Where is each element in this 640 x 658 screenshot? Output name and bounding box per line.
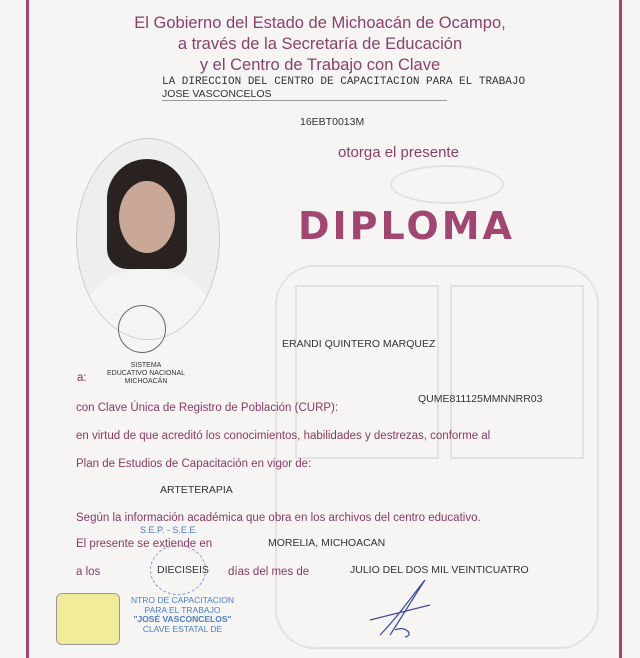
plan-text: Plan de Estudios de Capacitación en vigor de: [76, 458, 312, 470]
hologram-seal-icon [56, 593, 120, 645]
seal-text: SISTEMA [130, 362, 162, 369]
header-line: y el Centro de Trabajo con Clave [199, 56, 441, 74]
extiende-text: El presente se extiende en [76, 538, 213, 550]
curp-value: QUME811125MMNNRR03 [418, 393, 543, 405]
header-line: a través de la Secretaría de Educación [177, 35, 463, 53]
header-line: El Gobierno del Estado de Michoacán de Ocampo, [134, 14, 506, 32]
virtud-text: en virtud de que acreditó los conocimientos, habilidades y destrezas, conforme al [76, 430, 491, 442]
seal-text: EDUCATIVO NACIONAL [106, 370, 186, 377]
day: DIECISEIS [157, 564, 209, 576]
segun-text: Según la información académica que obra en los archivos del centro educativo. [76, 512, 481, 524]
place: MORELIA, MICHOACAN [268, 537, 386, 549]
a-los-text: a los [76, 566, 101, 578]
center-name-2: JOSE VASCONCELOS [162, 88, 447, 101]
otorga: otorga el presente [338, 144, 459, 161]
dias-text: días del mes de [228, 566, 310, 578]
month-year: JULIO DEL DOS MIL VEINTICUATRO [350, 564, 529, 576]
stamp-text: CLAVE ESTATAL DE [142, 623, 223, 634]
clave: 16EBT0013M [300, 116, 365, 128]
center-name: LA DIRECCION DEL CENTRO DE CAPACITACION PARA EL TRABAJO [162, 76, 526, 88]
seal-icon [118, 305, 166, 353]
stamp-text: NTRO DE CAPACITACION [130, 595, 235, 605]
a-label: a: [77, 372, 87, 384]
course-name: ARTETERAPIA [160, 484, 233, 496]
stamp-text: "JOSÉ VASCONCELOS" [133, 614, 232, 624]
stamp-text: PARA EL TRABAJO [144, 604, 221, 615]
stamp-text: S.E.P. - S.E.E. [140, 525, 198, 535]
signature-icon [360, 575, 440, 640]
curp-label: con Clave Única de Registro de Población (CURP): [76, 402, 339, 414]
watermark-fish [390, 165, 504, 204]
diploma-title: DIPLOMA [298, 204, 515, 248]
recipient-name: ERANDI QUINTERO MARQUEZ [282, 338, 436, 350]
seal-text: MICHOACÁN [124, 378, 168, 385]
